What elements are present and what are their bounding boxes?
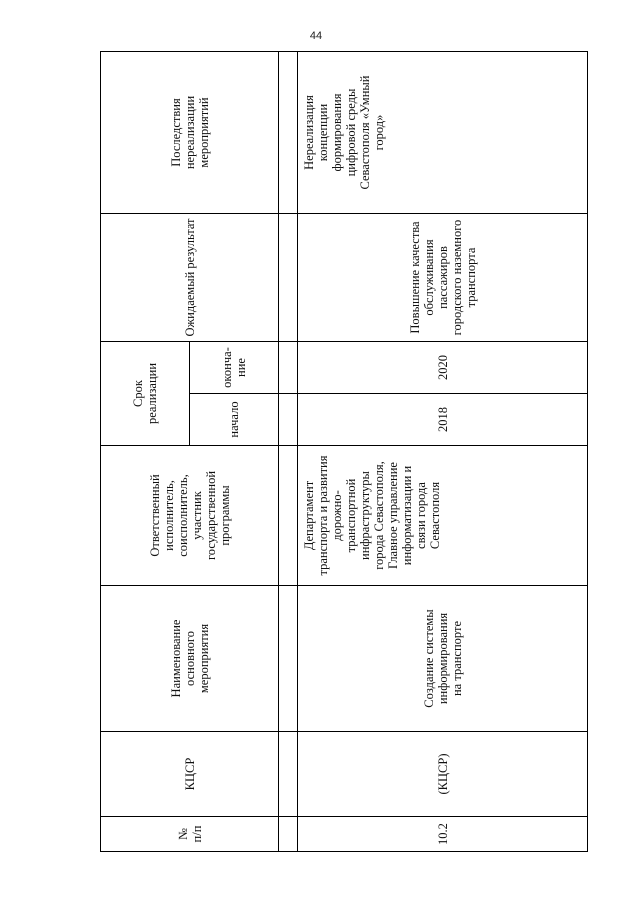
header-consequences: Последствия нереализации мероприятий — [101, 52, 279, 214]
header-start: начало — [190, 394, 279, 446]
header-expected-result: Ожидаемый результат — [101, 214, 279, 342]
program-activities-table — [100, 51, 588, 852]
spacer-cell — [279, 817, 298, 852]
header-num: № п/п — [101, 817, 279, 852]
header-period: Срок реализации — [101, 342, 190, 446]
spacer-cell — [279, 732, 298, 817]
row-start: 2018 — [298, 394, 588, 446]
row-expected-result: Повышение качества обслуживания пассажиров городского наземного транспорта — [298, 214, 588, 342]
row-consequences: Нереализация концепции формирования цифровой среды Севастополя «Умный город» — [298, 52, 588, 214]
spacer-row — [279, 52, 298, 852]
row-end: 2020 — [298, 342, 588, 394]
header-executor: Ответственный исполнитель, соисполнитель, участник государственной программы — [101, 446, 279, 586]
header-activity-name: Наименование основного мероприятия — [101, 586, 279, 732]
row-num: 10.2 — [298, 817, 588, 852]
spacer-cell — [279, 342, 298, 394]
page-number: 44 — [309, 30, 323, 42]
row-kcsr: (КЦСР) — [298, 732, 588, 817]
spacer-cell — [279, 446, 298, 586]
spacer-cell — [279, 52, 298, 214]
spacer-cell — [279, 214, 298, 342]
table-row — [298, 52, 588, 852]
row-activity-name: Создание системы информирования на транспорте — [298, 586, 588, 732]
spacer-cell — [279, 394, 298, 446]
spacer-cell — [279, 586, 298, 732]
rotated-table-container — [100, 52, 588, 852]
header-kcsr: КЦСР — [101, 732, 279, 817]
row-executor: Департамент транспорта и развития дорожно- транспортной инфраструктуры города Севастополя, Главное управление информатизации и связи города Севастополя — [298, 446, 588, 586]
header-row — [101, 52, 190, 852]
header-end: оконча- ние — [190, 342, 279, 394]
